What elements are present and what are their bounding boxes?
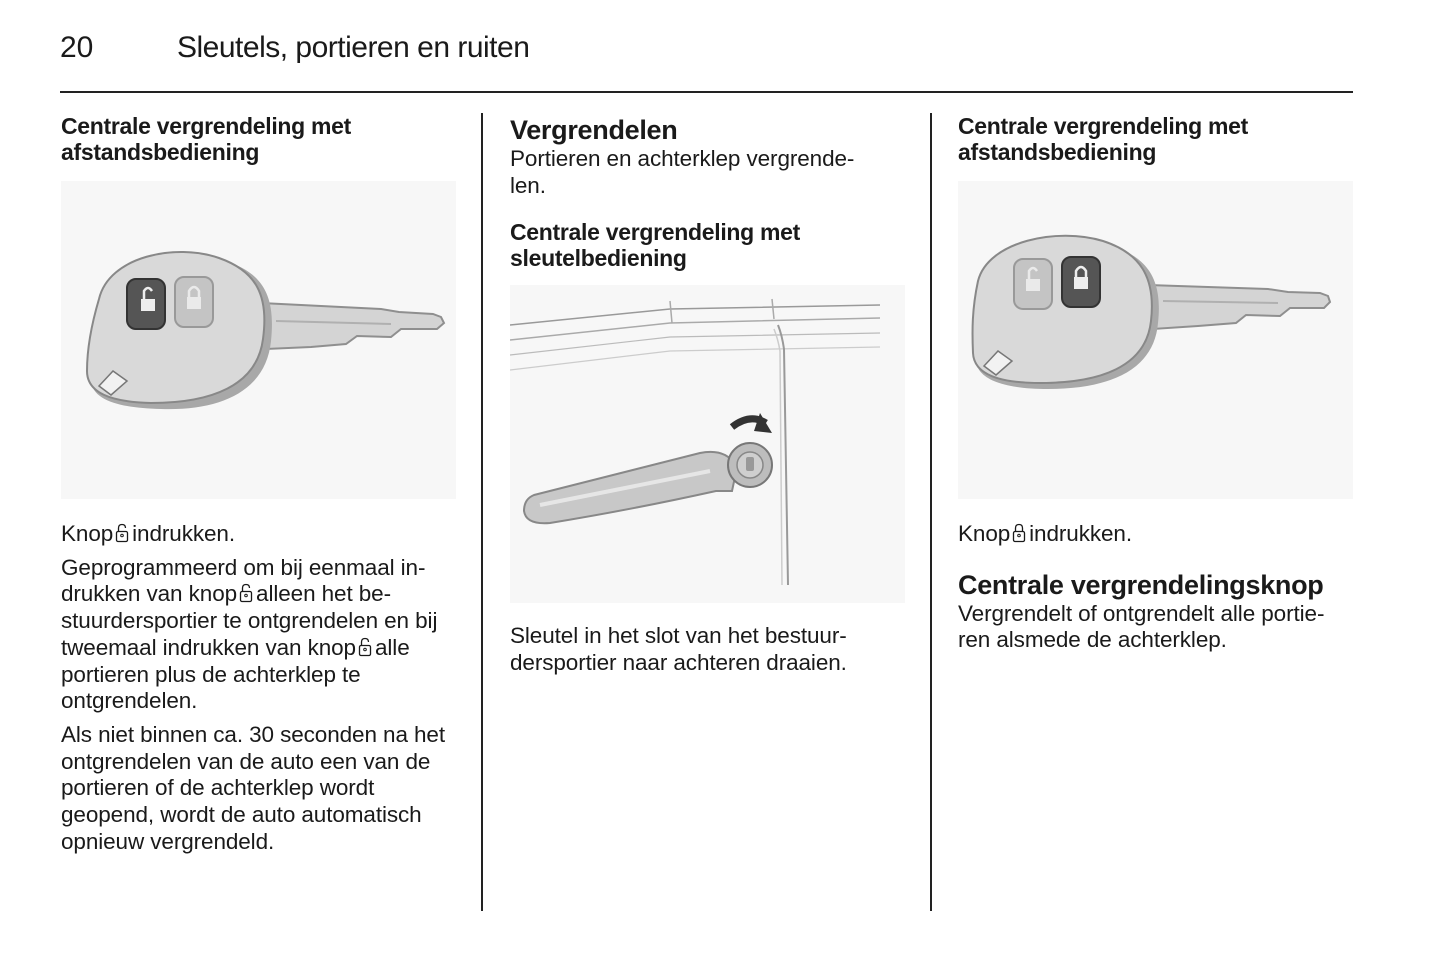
paragraph-text: indrukken. [132,521,235,546]
remote-key-unlock-illustration [61,181,456,499]
remote-key-lock-illustration [958,181,1353,499]
paragraph-text: Knop [958,521,1011,546]
section-subheading: Centrale vergrendeling met afstandsbediening [61,113,352,165]
paragraph-text: alle portieren plus de achterklep te ontgrendelen. [61,634,410,714]
instruction-paragraph [61,521,461,548]
description-paragraph: Als niet binnen ca. 30 seconden na het ontgrendelen van de auto een van de portieren of de achterklep wordt geopend, wordt de auto automatisch opnieuw vergrendeld. [61,721,445,854]
door-handle-illustration [510,285,905,603]
unlock-icon [239,583,253,603]
section-subheading: Centrale vergrendeling met afstandsbediening [958,113,1249,165]
section-subheading: Centrale vergrendeling met sleutelbediening [510,219,801,272]
column-divider [481,113,483,911]
page-title: Sleutels, portieren en ruiten [177,31,530,64]
column-key-lock [510,113,910,677]
unlock-icon [358,637,372,657]
column-divider [930,113,932,911]
paragraph-text: indrukken. [1029,521,1132,546]
paragraph-text: Knop [61,521,114,546]
section-heading: Centrale vergrendelingsknop [958,569,1324,600]
paragraph-text: Geprogrammeerd om bij eenmaal in-drukken van knop [61,554,426,607]
paragraph-text: alleen het be-stuurdersportier te ontgrendelen en bij tweemaal indrukken van knop [61,581,438,660]
unlock-icon [115,523,129,543]
instruction-paragraph: Sleutel in het slot van het bestuur-dersportier naar achteren draaien. [510,623,847,676]
header-divider [60,91,1353,93]
description-paragraph: Vergrendelt of ontgrendelt alle portie-ren alsmede de achterklep. [958,600,1325,653]
instruction-paragraph [958,521,1358,548]
column-remote-lock [958,113,1358,654]
description-paragraph [61,555,459,715]
page-number: 20 [60,31,94,64]
lock-icon [1012,523,1026,543]
section-heading: Vergrendelen [510,115,678,145]
column-remote-unlock [61,113,461,855]
intro-paragraph: Portieren en achterklep vergrende-len. [510,146,855,198]
